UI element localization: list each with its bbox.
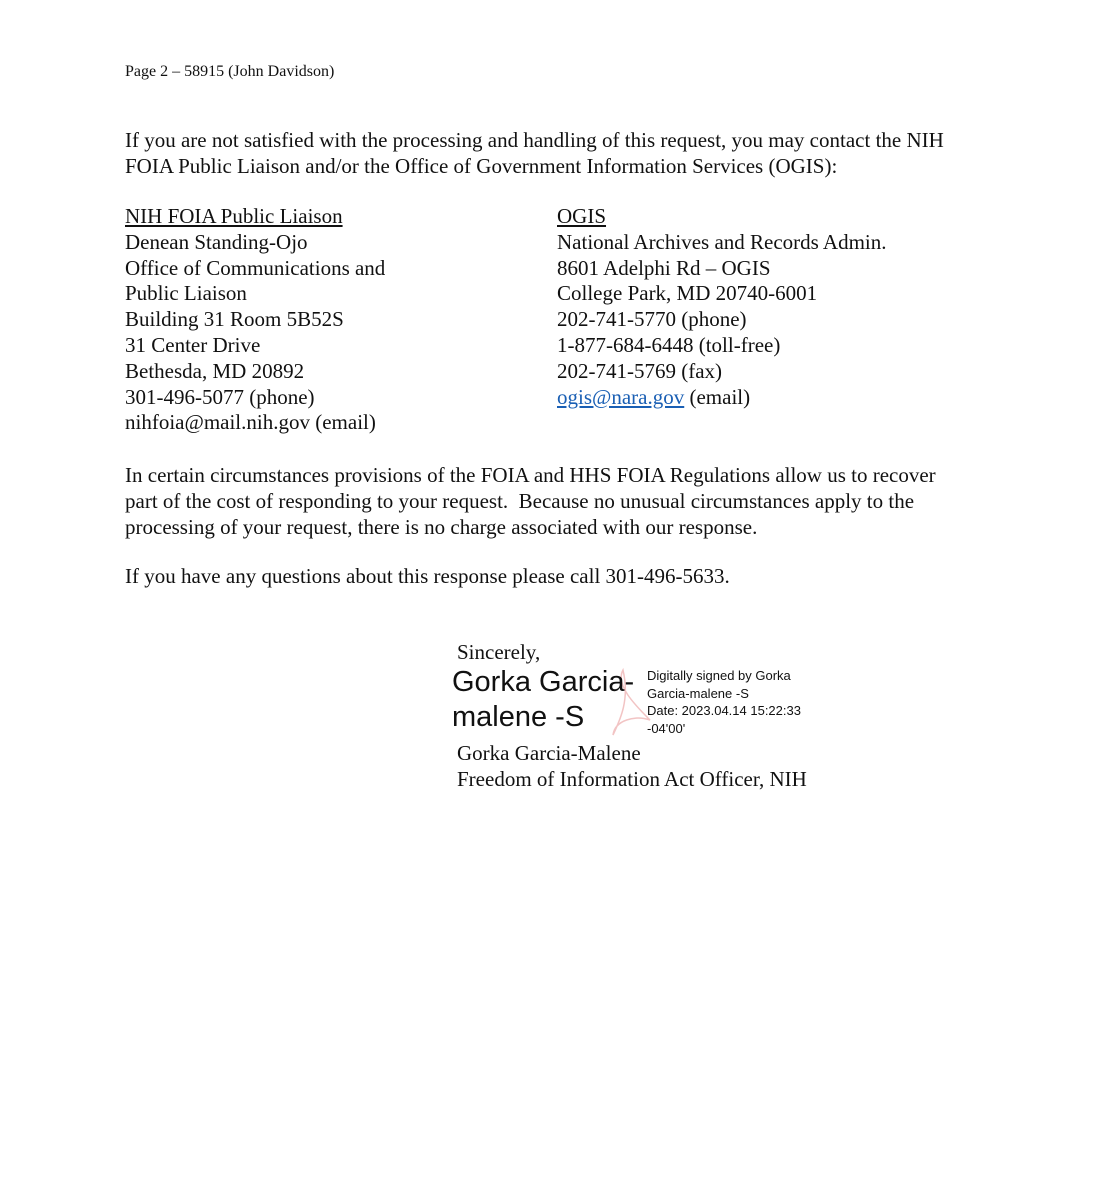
digital-signature-details (647, 667, 801, 737)
text-line: National Archives and Records Admin. (557, 229, 887, 254)
text-line: Date: 2023.04.14 15:22:33 (647, 703, 801, 718)
text-line: Bethesda, MD 20892 (125, 358, 305, 383)
signature-name (452, 665, 634, 735)
text-line: part of the cost of responding to your request. Because no unusual circumstances apply to the (125, 488, 915, 513)
text-line: processing of your request, there is no charge associated with our response. (125, 514, 758, 539)
text-line: Public Liaison (125, 281, 247, 306)
text-line: 31 Center Drive (125, 332, 261, 357)
text-line: -04'00' (647, 720, 686, 736)
text-line: nihfoia@mail.nih.gov (email) (125, 410, 376, 435)
ogis-contact-title: OGIS (557, 204, 607, 228)
text-line: 1-877-684-6448 (toll-free) (557, 332, 781, 357)
text-line: 202-741-5770 (phone) (557, 307, 747, 332)
intro-paragraph (125, 128, 944, 180)
ogis-contact-block (557, 204, 887, 410)
closing: Sincerely, (457, 640, 541, 664)
text-line: Office of Communications and (125, 255, 386, 280)
nih-contact-title: NIH FOIA Public Liaison (125, 204, 343, 228)
text-line: Garcia-malene -S (647, 685, 749, 701)
text-line: Gorka Garcia- (452, 666, 635, 698)
nih-contact-block (125, 204, 385, 436)
text-line: malene -S (452, 701, 585, 733)
page-header: Page 2 – 58915 (John Davidson) (125, 63, 335, 80)
text-line: 8601 Adelphi Rd – OGIS (557, 255, 771, 280)
text-line: If you are not satisfied with the processing and handling of this request, you may contact the NIH (125, 128, 944, 152)
text-line: 202-741-5769 (fax) (557, 358, 723, 383)
signer-block (457, 741, 807, 793)
signer-name: Gorka Garcia-Malene (457, 741, 641, 765)
signer-title: Freedom of Information Act Officer, NIH (457, 766, 807, 791)
ogis-email-link[interactable]: ogis@nara.gov (557, 384, 685, 409)
text-line: Building 31 Room 5B52S (125, 307, 344, 332)
email-suffix: (email) (684, 384, 751, 409)
text-line: 301-496-5077 (phone) (125, 384, 315, 409)
text-line: Digitally signed by Gorka (647, 668, 791, 683)
questions-paragraph: If you have any questions about this response please call 301-496-5633. (125, 564, 730, 588)
text-line: College Park, MD 20740-6001 (557, 281, 818, 306)
ogis-email-line (557, 385, 887, 411)
text-line: In certain circumstances provisions of the FOIA and HHS FOIA Regulations allow us to recover (125, 463, 936, 487)
cost-paragraph (125, 463, 936, 540)
text-line: Denean Standing-Ojo (125, 229, 308, 254)
text-line: FOIA Public Liaison and/or the Office of Government Information Services (OGIS): (125, 153, 838, 178)
